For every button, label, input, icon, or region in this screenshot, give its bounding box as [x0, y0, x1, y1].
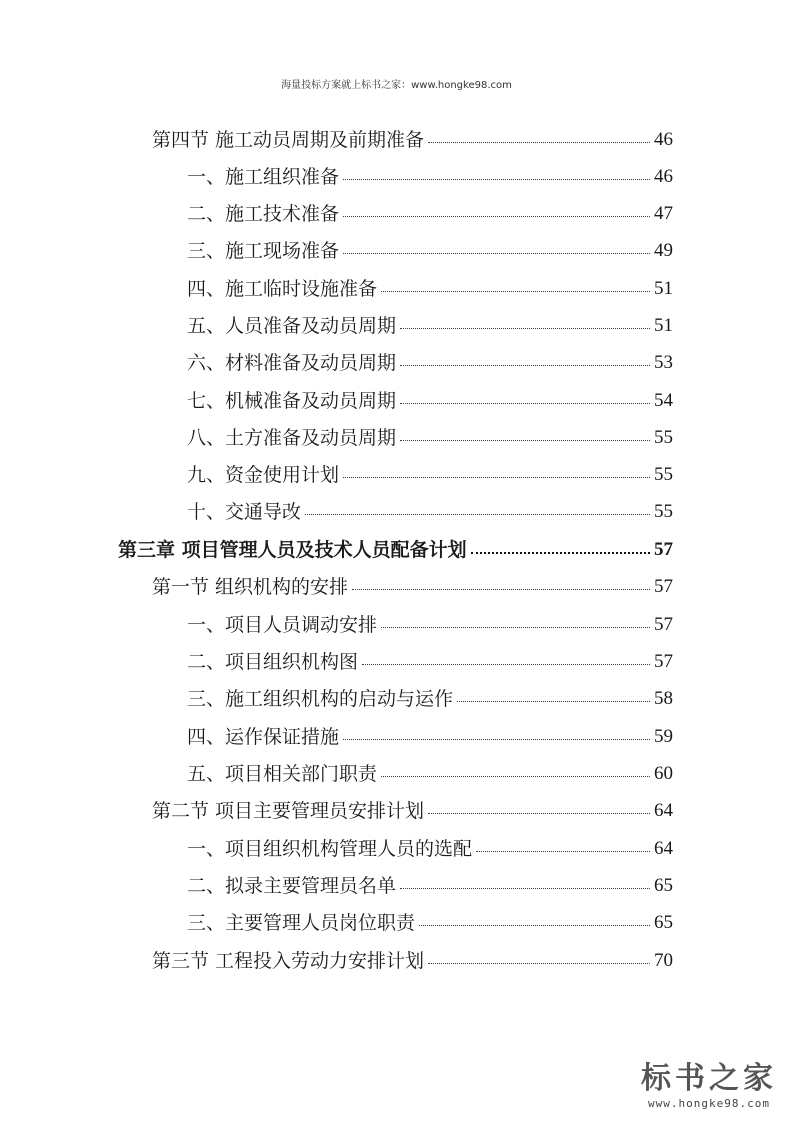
toc-entry-page: 53 — [654, 352, 673, 373]
toc-entry[interactable] — [187, 873, 673, 899]
toc-leader-dots — [400, 887, 650, 889]
toc-entry-label: 第一节 组织机构的安排 — [152, 576, 349, 598]
toc-leader-dots — [343, 178, 650, 180]
toc-entry-label: 第二节 项目主要管理员安排计划 — [152, 800, 425, 822]
toc-entry-label: 十、交通导改 — [187, 501, 302, 523]
toc-entry[interactable] — [187, 313, 673, 339]
toc-entry-label: 二、项目组织机构图 — [187, 651, 359, 673]
toc-entry[interactable] — [187, 724, 673, 750]
watermark-url: www.hongke98.com — [648, 1097, 770, 1110]
toc-leader-dots — [381, 626, 650, 628]
toc-entry-page: 57 — [654, 651, 673, 672]
toc-entry-label: 二、施工技术准备 — [187, 203, 340, 225]
toc-leader-dots — [343, 215, 650, 217]
toc-leader-dots — [428, 812, 650, 814]
toc-entry-page: 55 — [654, 427, 673, 448]
toc-entry-label: 九、资金使用计划 — [187, 464, 340, 486]
toc-leader-dots — [381, 290, 650, 292]
toc-entry[interactable] — [187, 350, 673, 376]
toc-entry[interactable] — [187, 499, 673, 525]
toc-entry-label: 八、土方准备及动员周期 — [187, 427, 397, 449]
toc-leader-dots — [343, 476, 650, 478]
toc-entry[interactable] — [187, 201, 673, 227]
toc-entry-label: 第三章 项目管理人员及技术人员配备计划 — [118, 539, 467, 561]
toc-entry-page: 55 — [654, 501, 673, 522]
toc-leader-dots — [471, 551, 650, 554]
toc-entry-label: 一、施工组织准备 — [187, 166, 340, 188]
toc-entry[interactable] — [187, 761, 673, 787]
toc-entry-label: 三、施工组织机构的启动与运作 — [187, 688, 454, 710]
toc-entry[interactable] — [152, 574, 673, 600]
toc-entry-label: 一、项目组织机构管理人员的选配 — [187, 838, 473, 860]
toc-entry-page: 70 — [654, 950, 673, 971]
toc-leader-dots — [381, 775, 650, 777]
toc-entry-label: 五、项目相关部门职责 — [187, 763, 378, 785]
toc-entry-label: 三、施工现场准备 — [187, 240, 340, 262]
toc-entry-label: 六、材料准备及动员周期 — [187, 352, 397, 374]
toc-entry-label: 三、主要管理人员岗位职责 — [187, 912, 416, 934]
toc-entry[interactable] — [152, 948, 673, 974]
toc-entry[interactable] — [187, 836, 673, 862]
toc-entry-label: 四、运作保证措施 — [187, 726, 340, 748]
toc-entry-page: 51 — [654, 315, 673, 336]
toc-entry-label: 第三节 工程投入劳动力安排计划 — [152, 950, 425, 972]
site-watermark — [639, 1062, 779, 1112]
toc-entry-page: 46 — [654, 129, 673, 150]
toc-leader-dots — [343, 738, 650, 740]
toc-entry[interactable] — [187, 276, 673, 302]
toc-entry-label: 四、施工临时设施准备 — [187, 278, 378, 300]
toc-entry-page: 47 — [654, 203, 673, 224]
toc-entry[interactable] — [187, 910, 673, 936]
toc-entry[interactable] — [187, 612, 673, 638]
toc-entry-page: 60 — [654, 763, 673, 784]
toc-leader-dots — [352, 588, 650, 590]
toc-entry-page: 46 — [654, 166, 673, 187]
toc-leader-dots — [428, 962, 650, 964]
toc-entry-label: 五、人员准备及动员周期 — [187, 315, 397, 337]
toc-entry[interactable] — [187, 388, 673, 414]
page-header: 海量投标方案就上标书之家：www.hongke98.com — [281, 80, 512, 91]
toc-entry-page: 65 — [654, 912, 673, 933]
toc-entry-label: 二、拟录主要管理员名单 — [187, 875, 397, 897]
toc-leader-dots — [400, 327, 650, 329]
toc-leader-dots — [400, 402, 650, 404]
toc-leader-dots — [419, 924, 650, 926]
toc-entry-page: 64 — [654, 800, 673, 821]
toc-entry[interactable] — [152, 127, 673, 153]
toc-entry-page: 57 — [654, 614, 673, 635]
toc-entry-page: 64 — [654, 838, 673, 859]
toc-leader-dots — [400, 364, 650, 366]
toc-entry[interactable] — [187, 164, 673, 190]
toc-leader-dots — [400, 439, 650, 441]
toc-entry[interactable] — [187, 425, 673, 451]
toc-leader-dots — [476, 850, 650, 852]
toc-entry-page: 54 — [654, 390, 673, 411]
toc-entry-label: 第四节 施工动员周期及前期准备 — [152, 129, 425, 151]
toc-entry-page: 57 — [654, 576, 673, 597]
toc-entry-label: 一、项目人员调动安排 — [187, 614, 378, 636]
toc-entry-page: 57 — [654, 539, 673, 560]
toc-entry-page: 51 — [654, 278, 673, 299]
toc-leader-dots — [362, 663, 650, 665]
toc-leader-dots — [343, 252, 650, 254]
toc-entry-label: 七、机械准备及动员周期 — [187, 390, 397, 412]
watermark-logo-text: 标书之家 — [641, 1061, 777, 1096]
toc-entry-page: 58 — [654, 688, 673, 709]
toc-leader-dots — [428, 141, 650, 143]
toc-entry[interactable] — [187, 686, 673, 712]
toc-entry[interactable] — [187, 238, 673, 264]
toc-entry-page: 55 — [654, 464, 673, 485]
toc-chapter-entry[interactable] — [118, 537, 673, 563]
toc-entry-page: 65 — [654, 875, 673, 896]
toc-entry-page: 49 — [654, 240, 673, 261]
toc-entry-page: 59 — [654, 726, 673, 747]
toc-leader-dots — [457, 700, 650, 702]
toc-entry[interactable] — [187, 649, 673, 675]
toc-entry[interactable] — [187, 462, 673, 488]
toc-entry[interactable] — [152, 798, 673, 824]
toc-leader-dots — [305, 513, 650, 515]
